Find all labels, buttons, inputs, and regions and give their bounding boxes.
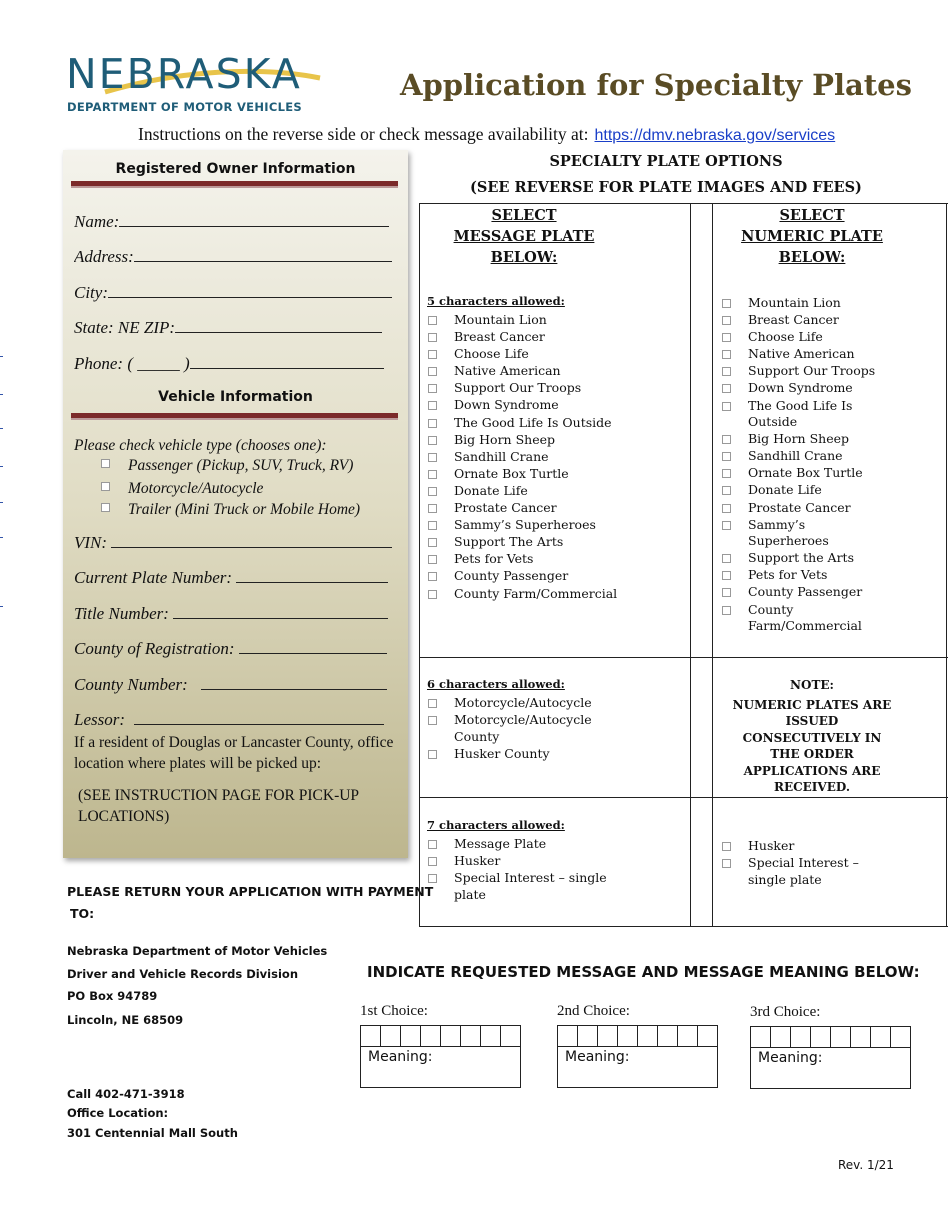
seven-char-numeric-list: [721, 838, 946, 889]
checkbox[interactable]: [428, 590, 437, 599]
plate-option-label: Breast Cancer: [454, 329, 545, 345]
checkbox[interactable]: [428, 699, 437, 708]
phone-number: Call 402-471-3918: [67, 1087, 185, 1101]
seven-char-list: [427, 836, 687, 904]
plate-option[interactable]: [427, 568, 687, 585]
plate-option[interactable]: [427, 746, 687, 763]
plate-option[interactable]: [721, 482, 946, 499]
resident-note: If a resident of Douglas or Lancaster County, office location where plates will be picked up:: [74, 734, 394, 772]
checkbox[interactable]: [428, 504, 437, 513]
note-line: NOTE:: [790, 678, 834, 692]
vehicle-heading: Vehicle Information: [158, 389, 313, 405]
third-choice-box[interactable]: [750, 1026, 911, 1089]
plate-option[interactable]: [427, 380, 687, 397]
grid-line: [419, 797, 948, 798]
character-cells[interactable]: [558, 1026, 717, 1047]
plate-option-label: Husker County: [454, 745, 550, 761]
plate-option-label: Superheroes: [748, 533, 829, 549]
plate-option-label: County Passenger: [454, 568, 569, 584]
checkbox[interactable]: [722, 469, 731, 478]
checkbox[interactable]: [722, 504, 731, 513]
address-field[interactable]: [74, 247, 392, 267]
address-line: Nebraska Department of Motor Vehicles: [67, 944, 328, 958]
plate-option-label: Sandhill Crane: [454, 448, 549, 464]
plate-option[interactable]: [427, 346, 687, 363]
page-title: Application for Specialty Plates: [400, 68, 912, 102]
plate-option[interactable]: [721, 567, 946, 584]
instructions-text: Instructions on the reverse side or check message availability at:: [138, 124, 589, 144]
checkbox[interactable]: [428, 487, 437, 496]
meaning-label: Meaning:: [758, 1050, 823, 1066]
plate-option[interactable]: [721, 550, 946, 567]
first-choice-label: 1st Choice:: [360, 1003, 428, 1019]
county-registration-field[interactable]: [74, 639, 392, 659]
note-line: ISSUED: [785, 714, 839, 728]
plate-option[interactable]: [721, 380, 946, 397]
vin-label: VIN:: [74, 533, 108, 552]
plate-option[interactable]: [427, 363, 687, 380]
note-line: CONSECUTIVELY IN: [742, 730, 882, 745]
checkbox[interactable]: [722, 859, 731, 868]
grid-line: [419, 203, 420, 927]
checkbox[interactable]: [428, 572, 437, 581]
county-number-field[interactable]: [74, 675, 392, 695]
plate-option-label: Mountain Lion: [454, 312, 547, 327]
checkbox[interactable]: [722, 316, 731, 325]
plate-option-label: Native American: [748, 346, 855, 362]
plate-option[interactable]: [427, 312, 687, 329]
vehicle-type-trailer[interactable]: Trailer (Mini Truck or Mobile Home): [101, 501, 360, 519]
owner-panel: [63, 150, 408, 858]
plate-option-label: Husker: [748, 838, 795, 853]
note-line: APPLICATIONS ARE: [743, 763, 881, 778]
checkbox[interactable]: [722, 367, 731, 376]
checkbox[interactable]: [722, 299, 731, 308]
owner-heading: Registered Owner Information: [115, 161, 356, 177]
checkbox[interactable]: [722, 588, 731, 597]
options-title: SPECIALTY PLATE OPTIONS: [549, 153, 783, 170]
plate-option[interactable]: [721, 329, 946, 346]
plate-option-label: Pets for Vets: [748, 567, 828, 583]
checkbox[interactable]: [428, 750, 437, 759]
plate-option[interactable]: [721, 602, 946, 635]
plate-option-label: Outside: [748, 414, 798, 430]
lessor-field[interactable]: [74, 710, 392, 730]
edge-mark: [0, 537, 3, 538]
plate-option[interactable]: [427, 415, 687, 432]
checkbox[interactable]: [722, 842, 731, 851]
plate-option[interactable]: [427, 853, 687, 870]
edge-mark: [0, 394, 3, 395]
plate-option[interactable]: [427, 836, 687, 853]
checkbox[interactable]: [428, 470, 437, 479]
return-instructions: PLEASE RETURN YOUR APPLICATION WITH PAYMENT TO:: [67, 884, 434, 921]
lessor-label: Lessor:: [74, 710, 126, 729]
checkbox[interactable]: [428, 555, 437, 564]
plate-option-label: County Farm/Commercial: [454, 585, 618, 601]
plate-option-label: The Good Life Is: [748, 397, 853, 413]
grid-line: [419, 926, 948, 927]
note-line: RECEIVED.: [773, 780, 851, 794]
checkbox[interactable]: [722, 521, 731, 530]
plate-option[interactable]: [427, 551, 687, 568]
message-plate-heading: SELECT MESSAGE PLATE BELOW:: [453, 207, 595, 266]
checkbox[interactable]: [428, 419, 437, 428]
indicate-heading: INDICATE REQUESTED MESSAGE AND MESSAGE MEANING BELOW:: [367, 963, 920, 981]
vehicle-type-motorcycle[interactable]: Motorcycle/Autocycle: [101, 480, 263, 498]
phone-field[interactable]: [74, 354, 392, 374]
plate-option-label: Message Plate: [454, 836, 547, 851]
plate-option-label: Motorcycle/Autocycle: [454, 712, 592, 728]
checkbox[interactable]: [428, 316, 437, 325]
second-choice-box[interactable]: [557, 1025, 718, 1088]
plate-option[interactable]: [427, 695, 687, 712]
checkbox[interactable]: [722, 402, 731, 411]
plate-option-label: plate: [454, 886, 486, 902]
six-char-list: [427, 695, 687, 763]
address-label: Address:: [74, 247, 134, 266]
checkbox[interactable]: [428, 453, 437, 462]
plate-option-label: Sammy’s: [748, 516, 806, 532]
checkbox[interactable]: [428, 350, 437, 359]
second-choice-label: 2nd Choice:: [557, 1003, 630, 1019]
address-line: PO Box 94789: [67, 989, 158, 1003]
checkbox[interactable]: [428, 367, 437, 376]
grid-line: [419, 657, 948, 658]
plate-option-label: Native American: [454, 363, 561, 379]
plate-option-label: Mountain Lion: [748, 295, 841, 310]
message-plate-list: [427, 312, 687, 603]
plate-option[interactable]: [721, 855, 946, 888]
plate-option-label: Donate Life: [748, 482, 822, 498]
checkbox[interactable]: [428, 840, 437, 849]
plate-option[interactable]: [427, 534, 687, 551]
vehicle-type-prompt: Please check vehicle type (chooses one):: [74, 437, 327, 454]
plate-option-label: Sandhill Crane: [748, 448, 843, 464]
plate-option-label: Prostate Cancer: [748, 499, 851, 515]
plate-option-label: County: [454, 728, 500, 744]
plate-option[interactable]: [721, 346, 946, 363]
plate-option-label: Special Interest –: [748, 855, 859, 871]
checkbox[interactable]: [428, 521, 437, 530]
plate-option[interactable]: [427, 466, 687, 483]
plate-option-label: The Good Life Is Outside: [454, 414, 612, 430]
plate-option[interactable]: [721, 465, 946, 482]
grid-line: [712, 203, 713, 927]
plate-option[interactable]: [721, 312, 946, 329]
plate-option-label: Choose Life: [748, 329, 823, 345]
plate-option-label: Down Syndrome: [748, 380, 853, 396]
plate-option[interactable]: [721, 584, 946, 601]
plate-option-label: County Passenger: [748, 584, 863, 600]
plate-option-label: Support Our Troops: [454, 380, 582, 396]
plate-option-label: Big Horn Sheep: [748, 431, 849, 447]
current-plate-field[interactable]: [74, 568, 392, 588]
checkbox[interactable]: [428, 401, 437, 410]
plate-option-label: County: [748, 601, 794, 617]
county-number-label: County Number:: [74, 675, 188, 694]
checkbox[interactable]: [101, 482, 110, 491]
checkbox[interactable]: [101, 503, 110, 512]
plate-option[interactable]: [721, 398, 946, 431]
edge-mark: [0, 502, 3, 503]
plate-option-label: Farm/Commercial: [748, 618, 862, 633]
character-cells[interactable]: [751, 1027, 910, 1048]
five-char-label: 5 characters allowed:: [427, 294, 565, 308]
plate-option[interactable]: [721, 431, 946, 448]
plate-option[interactable]: [427, 329, 687, 346]
plate-option-label: Down Syndrome: [454, 397, 559, 413]
plate-option[interactable]: [427, 483, 687, 500]
current-plate-label: Current Plate Number:: [74, 568, 233, 587]
heading-bar: [71, 413, 398, 420]
checkbox[interactable]: [722, 350, 731, 359]
plate-option[interactable]: [721, 295, 946, 312]
checkbox[interactable]: [722, 606, 731, 615]
first-choice-box[interactable]: [360, 1025, 521, 1088]
checkbox[interactable]: [722, 486, 731, 495]
plate-option-label: Prostate Cancer: [454, 500, 557, 516]
revision-label: Rev. 1/21: [838, 1158, 894, 1172]
edge-mark: [0, 466, 3, 467]
plate-option-label: Donate Life: [454, 482, 528, 498]
title-number-label: Title Number:: [74, 604, 169, 623]
title-number-field[interactable]: [74, 604, 392, 624]
checkbox[interactable]: [722, 384, 731, 393]
plate-option-label: Husker: [454, 853, 501, 869]
plate-option-label: Breast Cancer: [748, 312, 839, 328]
checkbox[interactable]: [428, 538, 437, 547]
plate-option-label: Big Horn Sheep: [454, 431, 555, 447]
name-field[interactable]: [74, 212, 392, 232]
checkbox[interactable]: [722, 571, 731, 580]
edge-mark: [0, 606, 3, 607]
third-choice-label: 3rd Choice:: [750, 1004, 821, 1020]
plate-option-label: Support Our Troops: [748, 363, 876, 379]
checkbox[interactable]: [722, 554, 731, 563]
plate-option[interactable]: [721, 448, 946, 465]
plate-option-label: Ornate Box Turtle: [748, 465, 863, 481]
plate-option[interactable]: [721, 517, 946, 550]
vin-field[interactable]: [74, 533, 392, 553]
plate-option-label: Pets for Vets: [454, 551, 534, 567]
logo-wordmark: NEBRASKA: [66, 50, 302, 98]
plate-option[interactable]: [427, 500, 687, 517]
checkbox[interactable]: [101, 459, 110, 468]
checkbox[interactable]: [428, 384, 437, 393]
note-line: THE ORDER: [770, 747, 854, 761]
plate-option[interactable]: [427, 432, 687, 449]
edge-mark: [0, 428, 3, 429]
address-line: Lincoln, NE 68509: [67, 1013, 184, 1027]
numeric-plate-list: [721, 295, 946, 635]
plate-option[interactable]: [427, 870, 687, 903]
meaning-label: Meaning:: [565, 1049, 630, 1065]
plate-option-label: Motorcycle/Autocycle: [454, 695, 592, 710]
plate-option-label: single plate: [748, 871, 822, 887]
plate-option[interactable]: [427, 517, 687, 534]
options-subtitle: (SEE REVERSE FOR PLATE IMAGES AND FEES): [470, 179, 862, 196]
plate-option[interactable]: [721, 363, 946, 380]
city-label: City:: [74, 283, 108, 302]
seven-char-label: 7 characters allowed:: [427, 818, 565, 832]
services-link[interactable]: https://dmv.nebraska.gov/services: [594, 127, 836, 144]
note-line: NUMERIC PLATES ARE: [732, 697, 892, 712]
grid-line: [690, 203, 691, 927]
grid-line: [946, 203, 947, 927]
numeric-note: [712, 677, 912, 796]
checkbox[interactable]: [722, 435, 731, 444]
plate-option[interactable]: [721, 500, 946, 517]
name-label: Name:: [74, 212, 120, 231]
plate-option[interactable]: [427, 449, 687, 466]
plate-option[interactable]: [427, 397, 687, 414]
office-address: 301 Centennial Mall South: [67, 1126, 238, 1140]
checkbox[interactable]: [722, 333, 731, 342]
checkbox[interactable]: [428, 857, 437, 866]
six-char-label: 6 characters allowed:: [427, 677, 565, 691]
plate-option-label: Support The Arts: [454, 534, 564, 550]
checkbox[interactable]: [428, 333, 437, 342]
heading-bar: [71, 181, 398, 188]
options-table: [419, 203, 950, 927]
instructions-line: [138, 124, 835, 145]
county-registration-label: County of Registration:: [74, 639, 235, 658]
vehicle-type-passenger[interactable]: Passenger (Pickup, SUV, Truck, RV): [101, 457, 353, 475]
meaning-label: Meaning:: [368, 1049, 433, 1065]
plate-option-label: Ornate Box Turtle: [454, 465, 569, 481]
plate-option[interactable]: [427, 586, 687, 603]
office-label: Office Location:: [67, 1106, 169, 1120]
plate-option-label: Support the Arts: [748, 550, 854, 566]
plate-option-label: Sammy’s Superheroes: [454, 517, 596, 533]
checkbox[interactable]: [428, 436, 437, 445]
phone-label: Phone: ( _____ ): [74, 354, 190, 373]
plate-option[interactable]: [427, 712, 687, 745]
character-cells[interactable]: [361, 1026, 520, 1047]
pickup-note: (SEE INSTRUCTION PAGE FOR PICK-UP LOCATIONS): [78, 787, 359, 825]
numeric-plate-heading: SELECT NUMERIC PLATE BELOW:: [741, 207, 883, 266]
checkbox[interactable]: [722, 452, 731, 461]
address-line: Driver and Vehicle Records Division: [67, 967, 298, 981]
edge-mark: [0, 356, 3, 357]
state-zip-label: State: NE ZIP:: [74, 318, 176, 337]
state-zip-field[interactable]: [74, 318, 392, 338]
plate-option[interactable]: [721, 838, 946, 855]
grid-line: [419, 203, 948, 204]
logo-subtitle: DEPARTMENT OF MOTOR VEHICLES: [67, 100, 302, 114]
checkbox[interactable]: [428, 716, 437, 725]
plate-option-label: Choose Life: [454, 346, 529, 362]
city-field[interactable]: [74, 283, 392, 303]
plate-option-label: Special Interest – single: [454, 870, 607, 886]
